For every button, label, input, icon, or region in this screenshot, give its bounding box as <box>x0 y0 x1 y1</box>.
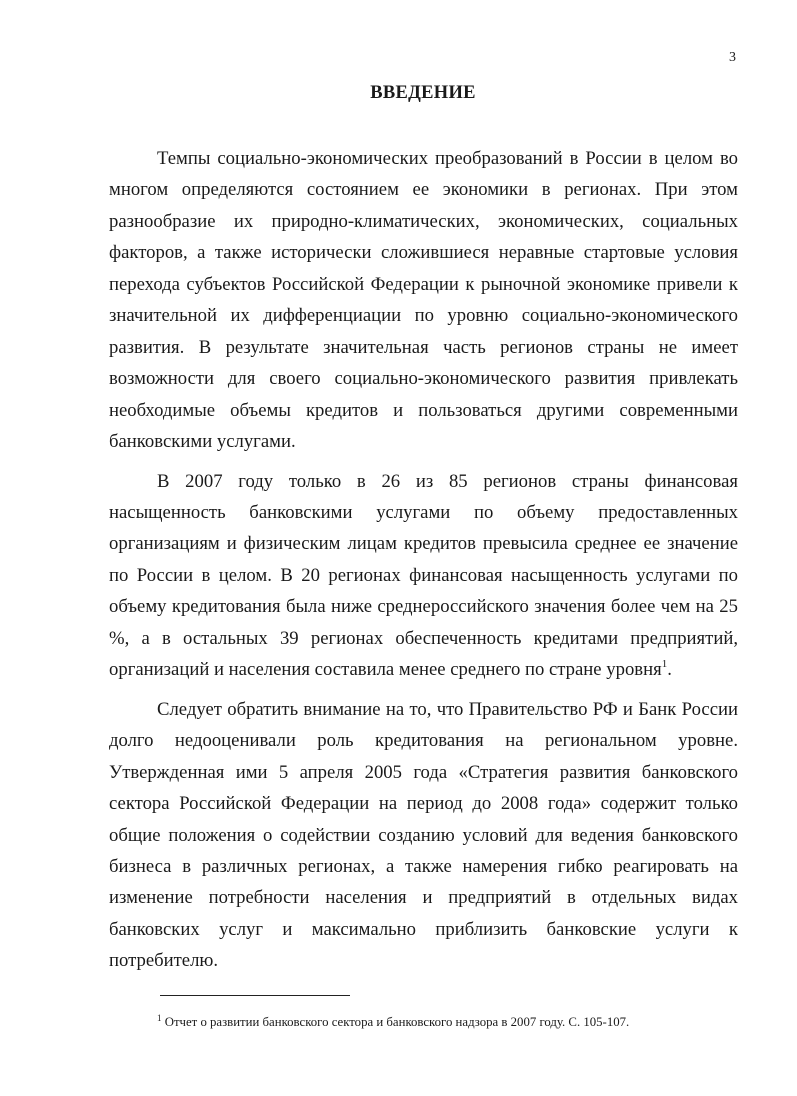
paragraph-2-text: В 2007 году только в 26 из 85 регионов страны финансовая насыщенность банковскими услугами по объему предоставленных организациям и физическим лицам кредитов превысила среднее ее значение по России в целом. В 20 регионах финансовая насыщенность услугами по объему кредитования была ниже среднероссийского значения более чем на 25 %, а в остальных 39 регионах обеспеченность кредитами предприятий, организаций и населения составила менее среднего по стране уровня <box>109 470 738 681</box>
footnote-reference[interactable]: 1 <box>661 658 668 671</box>
footnote-marker: 1 <box>157 1013 162 1023</box>
paragraph-1: Темпы социально-экономических преобразований в России в целом во многом определяются состоянием ее экономики в регионах. При этом разнообразие их природно-климатических, экономических, социальных факторов, а также исторически сложившиеся неравные стартовые условия перехода субъектов Российской Федерации к рыночной экономике привели к значительной их дифференциации по уровню социально-экономического развития. В результате значительная часть регионов страны не имеет возможности для своего социально-экономического развития привлекать необходимые объемы кредитов и пользоваться другими современными банковскими услугами. <box>109 148 738 453</box>
paragraph-3: Следует обратить внимание на то, что Правительство РФ и Банк России долго недооценивали роль кредитования на региональном уровне. Утвержденная ими 5 апреля 2005 года «Стратегия развития банковского сектора Российской Федерации на период до 2008 года» содержит только общие положения о содействии созданию условий для ведения банковского бизнеса в различных регионах, а также намерения гибко реагировать на изменение потребности населения и предприятий в отдельных видах банковских услуг и максимально приблизить банковские услуги к потребителю. <box>109 698 738 972</box>
body-text <box>109 143 738 985</box>
footnote-text: Отчет о развитии банковского сектора и банковского надзора в 2007 году. С. 105-107. <box>161 1015 630 1029</box>
footnote <box>157 1015 629 1030</box>
page-number: 3 <box>729 50 736 65</box>
footnote-divider <box>160 995 350 996</box>
section-heading: ВВЕДЕНИЕ <box>370 83 476 103</box>
paragraph-2 <box>109 466 738 686</box>
paragraph-2-end: . <box>667 659 672 681</box>
